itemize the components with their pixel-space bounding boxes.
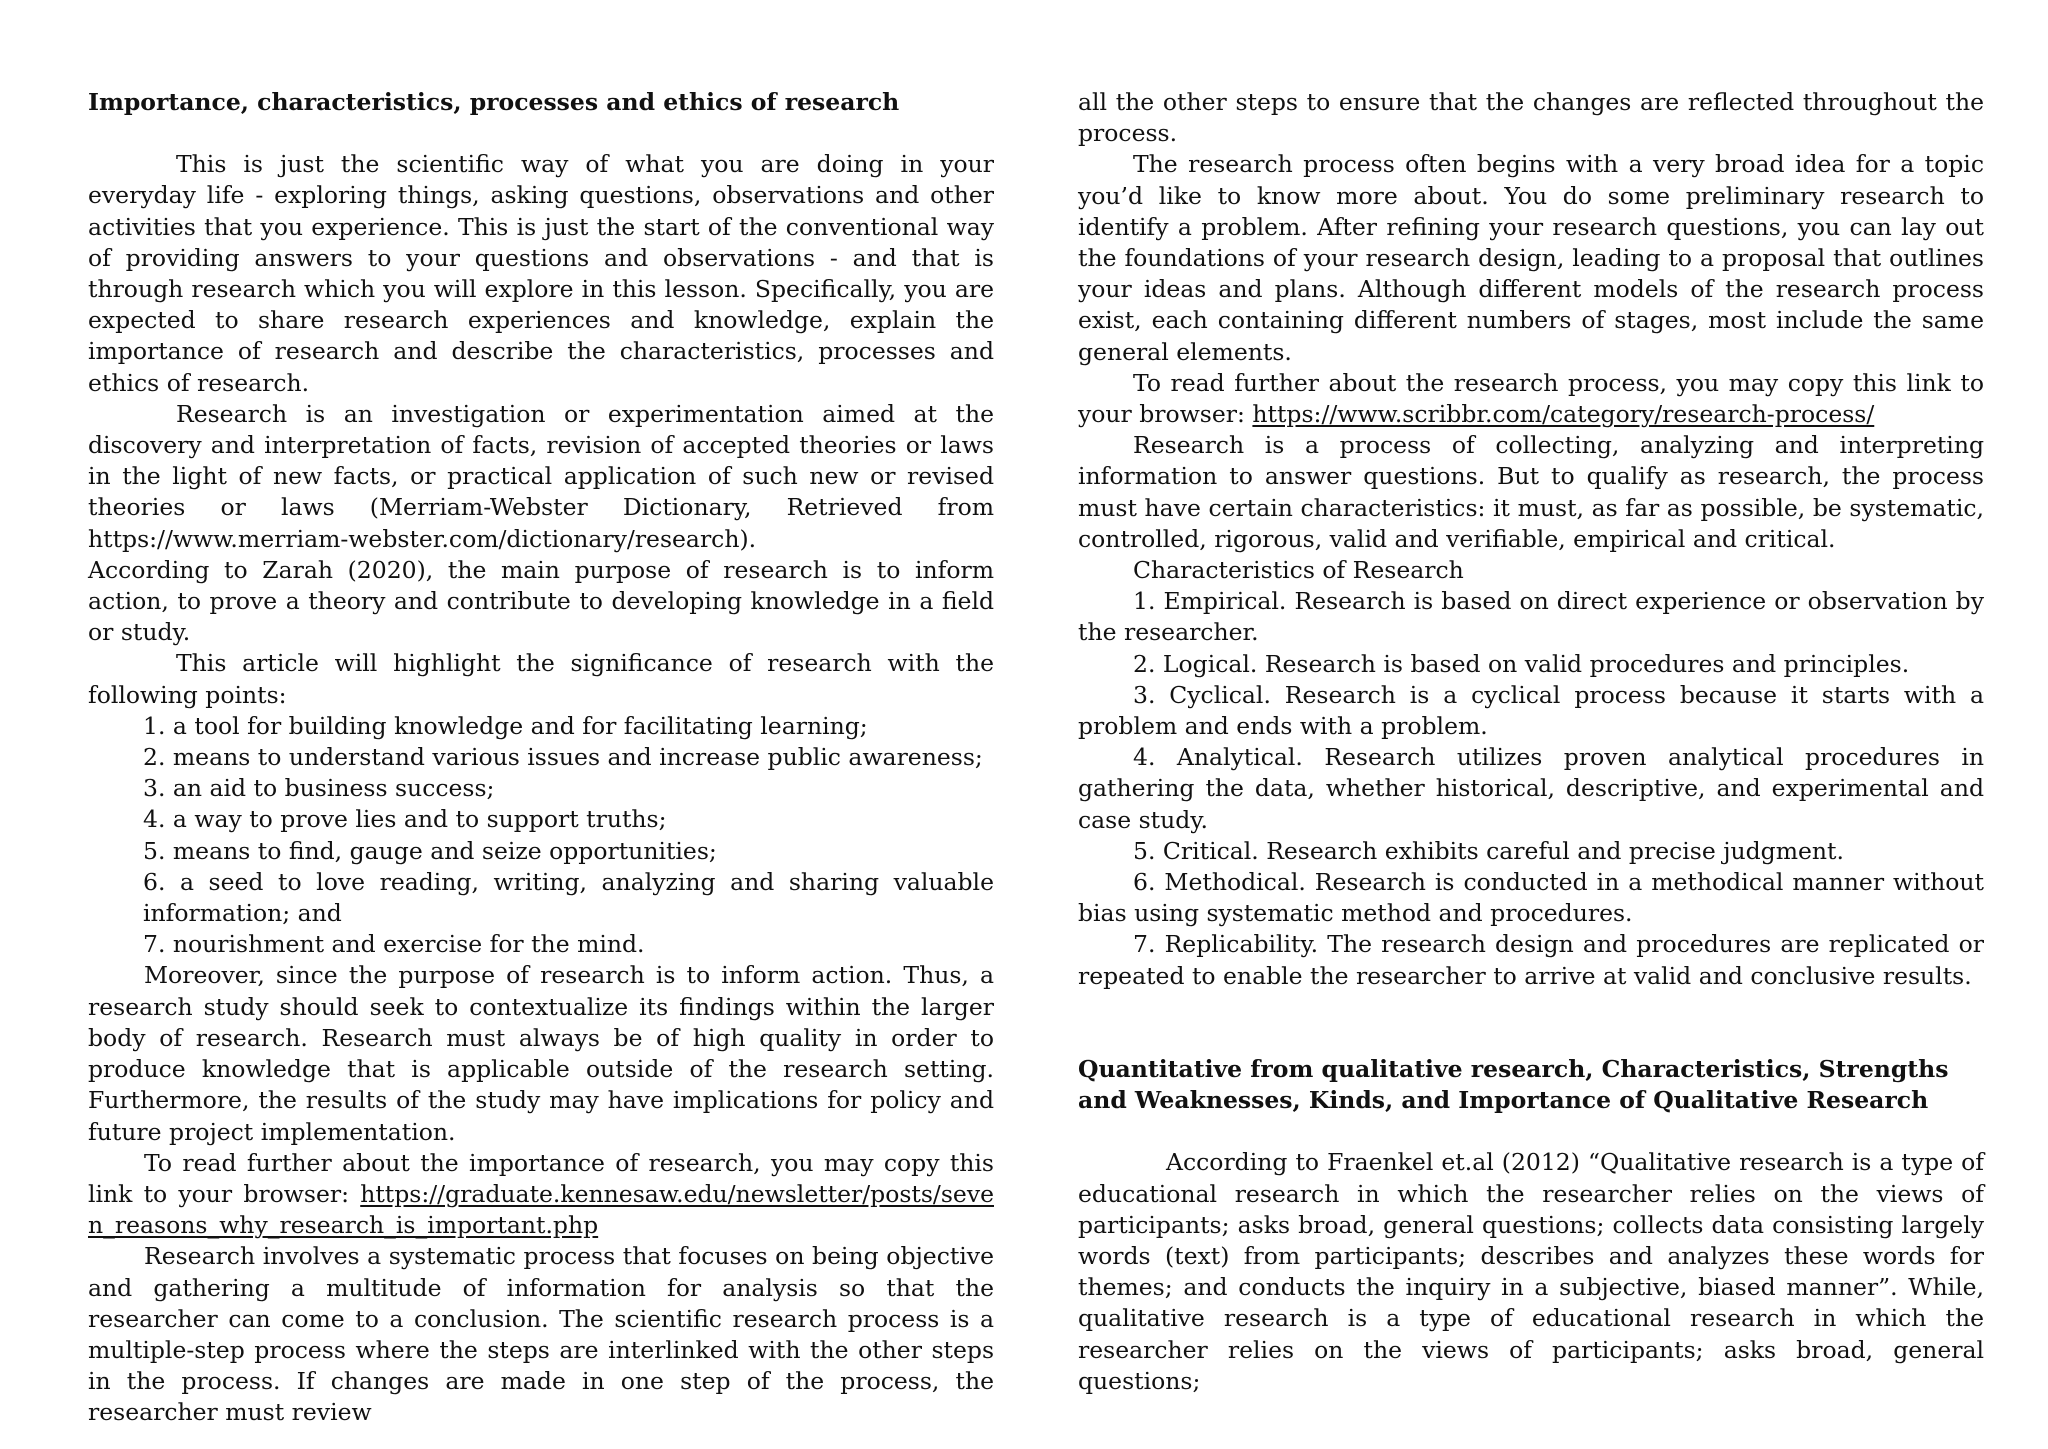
characteristic-item: 1. Empirical. Research is based on direct experience or observation by the researcher. — [1078, 587, 1984, 647]
list-item: 3. an aid to business success; — [143, 774, 495, 803]
further-reading-paragraph-2 — [1078, 368, 1984, 430]
definition-paragraph: Research is an investigation or experimentation aimed at the discovery and interpretation of facts, revision of accepted theories or laws in the light of new facts, or practical application of such new or revised theories or laws (Merriam-Webster Dictionary, Retrieved from https://www.merriam-webster.com/dictionary/research). — [88, 399, 994, 553]
list-item: 7. nourishment and exercise for the mind. — [143, 930, 645, 959]
further-reading-paragraph — [88, 1148, 994, 1242]
list-item: 2. means to understand various issues and increase public awareness; — [143, 743, 983, 772]
list-item: 5. means to find, gauge and seize opportunities; — [143, 836, 717, 865]
list-item: 1. a tool for building knowledge and for facilitating learning; — [143, 711, 868, 740]
list-item: 6. a seed to love reading, writing, analyzing and sharing valuable information; and — [143, 867, 994, 928]
process-paragraph: Research involves a systematic process that focuses on being objective and gathering a multitude of information for analysis so that the researcher can come to a conclusion. The scientific research process is a multiple-step process where the steps are interlinked with the other steps in the process. If changes are made in one step of the process, the researcher must review — [88, 1242, 994, 1427]
intro-paragraph: This is just the scientific way of what you are doing in your everyday life - exploring things, asking questions, observations and other activities that you experience. This is just the start of the conventional way of providing answers to your questions and observations - and that is through research which you will explore in this lesson. Specifically, you are expected to share research experiences and knowledge, explain the importance of research and describe the characteristics, processes and ethics of research. — [88, 150, 994, 397]
significance-intro: This article will highlight the significance of research with the following points: — [88, 649, 994, 709]
process-continuation: all the other steps to ensure that the changes are reflected throughout the process. — [1078, 88, 1984, 148]
characteristic-item: 6. Methodical. Research is conducted in a methodical manner without bias using systematic method and procedures. — [1078, 868, 1984, 928]
characteristic-item: 4. Analytical. Research utilizes proven analytical procedures in gathering the data, whether historical, descriptive, and experimental and case study. — [1078, 743, 1984, 834]
characteristic-item: 2. Logical. Research is based on valid procedures and principles. — [1133, 649, 1910, 678]
scribbr-link[interactable]: https://www.scribbr.com/category/research-process/ — [1252, 400, 1875, 429]
purpose-paragraph: According to Zarah (2020), the main purpose of research is to inform action, to prove a theory and contribute to developing knowledge in a field or study. — [88, 555, 994, 647]
significance-list — [88, 711, 994, 961]
moreover-paragraph: Moreover, since the purpose of research is to inform action. Thus, a research study should seek to contextualize its findings within the larger body of research. Research must always be of high quality in order to produce knowledge that is applicable outside of the research setting. Furthermore, the results of the study may have implications for policy and future project implementation. — [88, 961, 994, 1146]
process-paragraph-2: The research process often begins with a very broad idea for a topic you’d like to know more about. You do some preliminary research to identify a problem. After refining your research questions, you can lay out the foundations of your research design, leading to a proposal that outlines your ideas and plans. Although different models of the research process exist, each containing different numbers of stages, most include the same general elements. — [1078, 150, 1984, 366]
qualitative-heading: Quantitative from qualitative research, Characteristics, Strengths and Weaknesses, Kinds, and Importance of Qualitative Research — [1078, 1054, 1949, 1115]
further-reading-text: To read further about the importance of research, you may copy this link to your browser: — [88, 1148, 994, 1208]
characteristic-item: 5. Critical. Research exhibits careful and precise judgment. — [1133, 836, 1844, 865]
kennesaw-link[interactable]: https://graduate.kennesaw.edu/newsletter/posts/seven_reasons_why_research_is_important.php — [88, 1179, 994, 1240]
section-heading: Importance, characteristics, processes and ethics of research — [88, 88, 900, 116]
further-reading-text-2: To read further about the research process, you may copy this link to your browser: — [1078, 368, 1984, 429]
characteristic-item: 7. Replicability. The research design and procedures are replicated or repeated to enable the researcher to arrive at valid and conclusive results. — [1078, 930, 1984, 990]
list-item: 4. a way to prove lies and to support truths; — [143, 805, 667, 834]
characteristics-intro: Research is a process of collecting, analyzing and interpreting information to answer questions. But to qualify as research, the process must have certain characteristics: it must, as far as possible, be systematic, controlled, rigorous, valid and verifiable, empirical and critical. — [1078, 431, 1984, 553]
characteristics-title: Characteristics of Research — [1133, 556, 1464, 585]
left-column — [88, 87, 994, 1429]
right-column — [1078, 87, 1984, 1397]
characteristic-item: 3. Cyclical. Research is a cyclical process because it starts with a problem and ends with a problem. — [1078, 680, 1984, 741]
qualitative-paragraph: According to Fraenkel et.al (2012) “Qualitative research is a type of educational research in which the researcher relies on the views of participants; asks broad, general questions; collects data consisting largely words (text) from participants; describes and analyzes these words for themes; and conducts the inquiry in a subjective, biased manner”. While, qualitative research is a type of educational research in which the researcher relies on the views of participants; asks broad, general questions; — [1078, 1148, 1984, 1395]
